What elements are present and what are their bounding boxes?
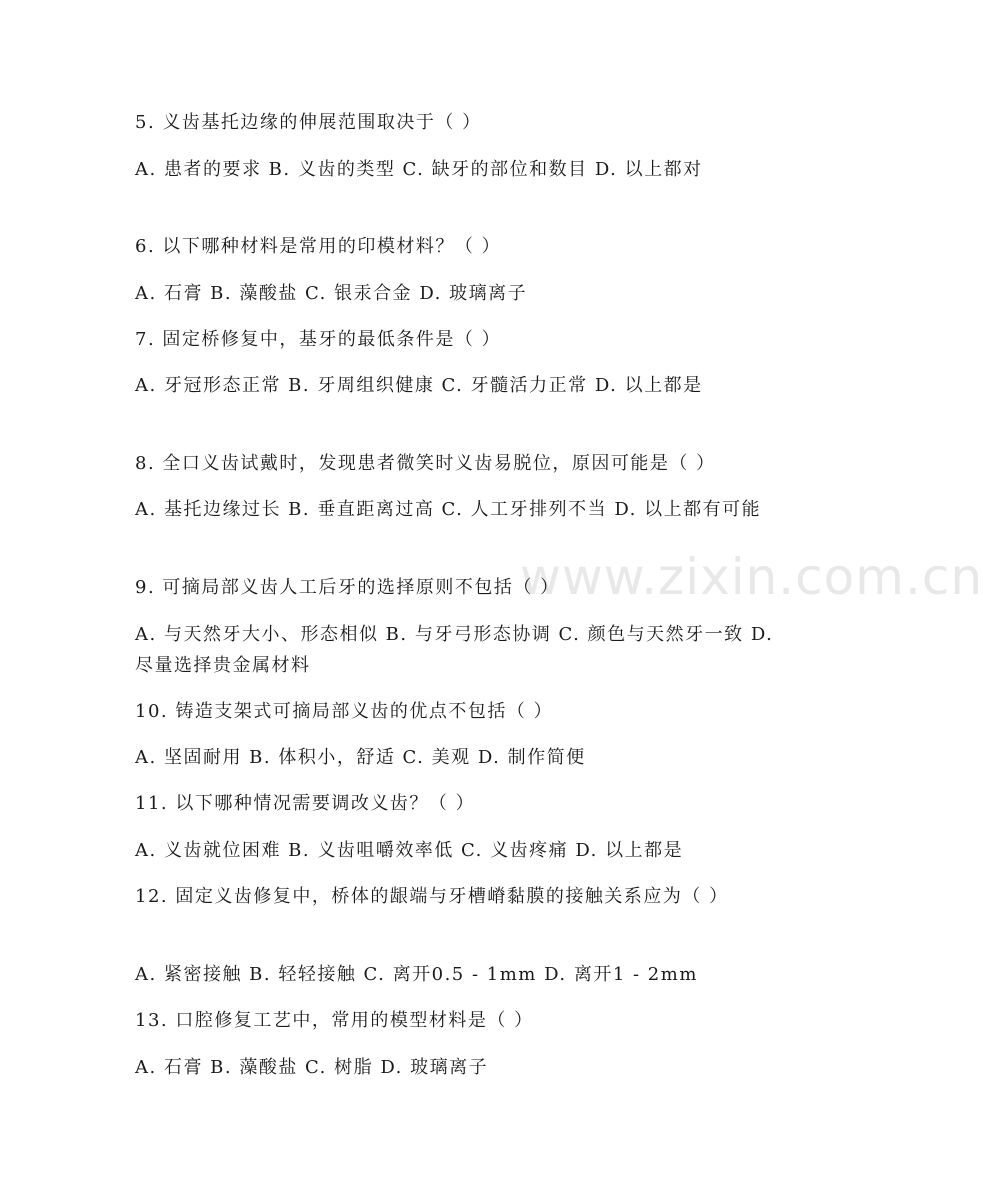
question-9: 9. 可摘局部义齿人工后牙的选择原则不包括（ ） <box>135 577 560 598</box>
options-13: A. 石膏 B. 藻酸盐 C. 树脂 D. 玻璃离子 <box>135 1057 489 1078</box>
options-9: A. 与天然牙大小、形态相似 B. 与牙弓形态协调 C. 颜色与天然牙一致 D. 尽量选择贵金属材料 <box>135 624 774 676</box>
question-5: 5. 义齿基托边缘的伸展范围取决于（ ） <box>135 112 482 133</box>
question-11: 11. 以下哪种情况需要调改义齿？（ ） <box>135 793 476 814</box>
options-11: A. 义齿就位困难 B. 义齿咀嚼效率低 C. 义齿疼痛 D. 以上都是 <box>135 840 684 861</box>
question-13: 13. 口腔修复工艺中，常用的模型材料是（ ） <box>135 1010 534 1031</box>
options-7: A. 牙冠形态正常 B. 牙周组织健康 C. 牙髓活力正常 D. 以上都是 <box>135 375 703 396</box>
options-12: A. 紧密接触 B. 轻轻接触 C. 离开0.5 - 1mm D. 离开1 - 2mm <box>135 964 698 985</box>
question-6: 6. 以下哪种材料是常用的印模材料？（ ） <box>135 236 502 257</box>
options-8: A. 基托边缘过长 B. 垂直距离过高 C. 人工牙排列不当 D. 以上都有可能 <box>135 499 762 520</box>
question-8: 8. 全口义齿试戴时，发现患者微笑时义齿易脱位，原因可能是（ ） <box>135 453 716 474</box>
question-7: 7. 固定桥修复中，基牙的最低条件是（ ） <box>135 329 502 350</box>
options-5: A. 患者的要求 B. 义齿的类型 C. 缺牙的部位和数目 D. 以上都对 <box>135 159 703 180</box>
question-12: 12. 固定义齿修复中，桥体的龈端与牙槽嵴黏膜的接触关系应为（ ） <box>135 886 729 907</box>
options-6: A. 石膏 B. 藻酸盐 C. 银汞合金 D. 玻璃离子 <box>135 283 528 304</box>
watermark: www.zixin.com.cn <box>520 548 983 606</box>
options-10: A. 坚固耐用 B. 体积小，舒适 C. 美观 D. 制作简便 <box>135 747 586 768</box>
question-10: 10. 铸造支架式可摘局部义齿的优点不包括（ ） <box>135 701 554 722</box>
